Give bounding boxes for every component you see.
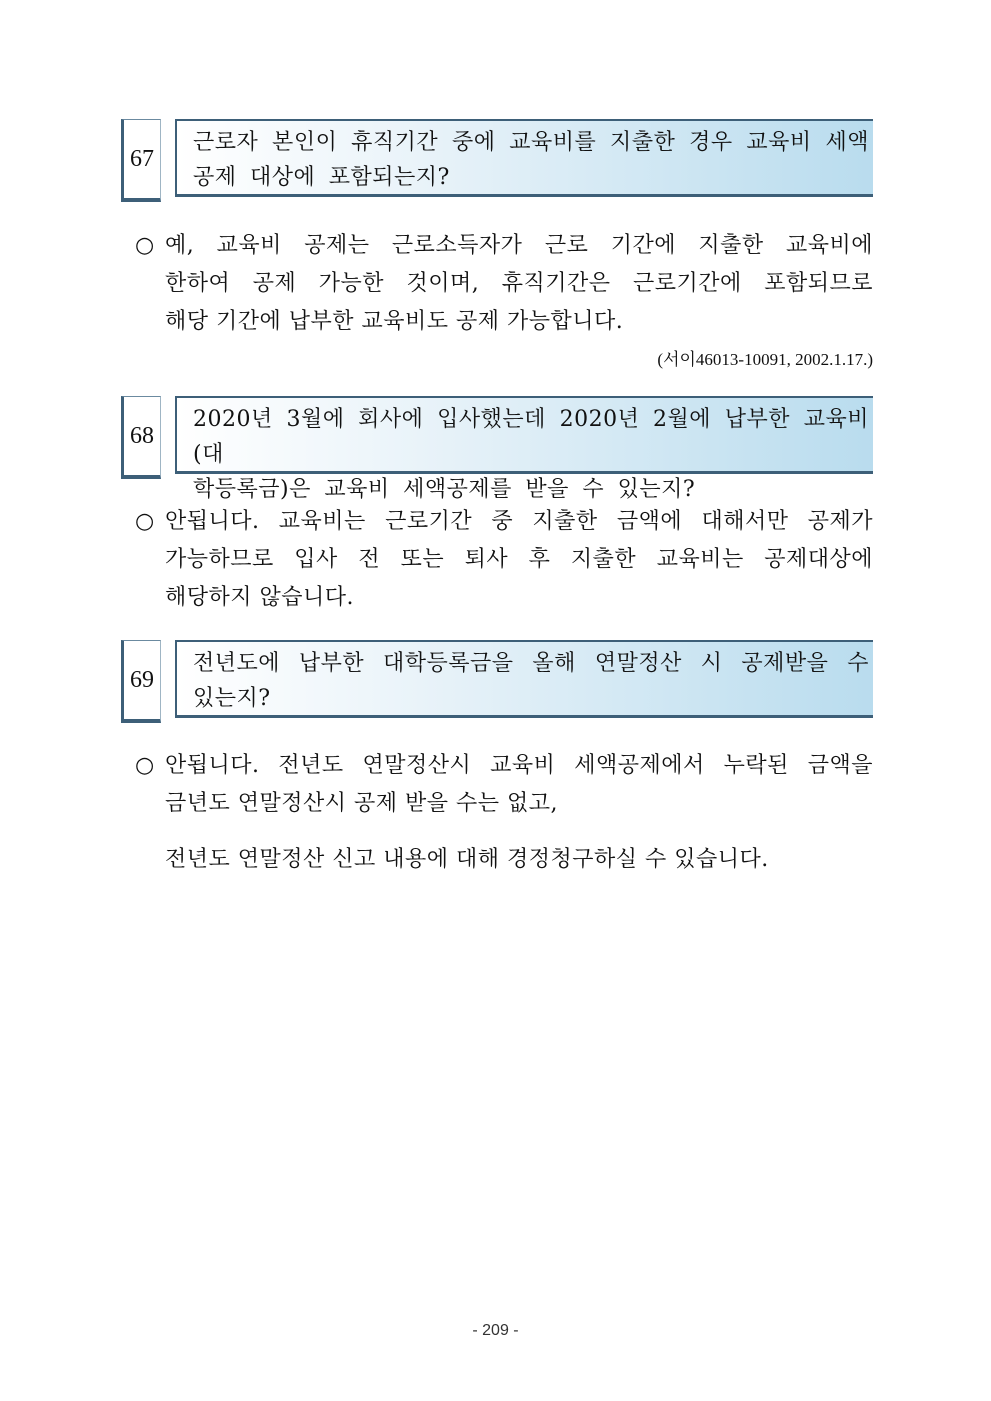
question-line: 공제 대상에 포함되는지?: [193, 165, 450, 190]
question-text: [193, 646, 869, 716]
question-line: 있는지?: [193, 686, 271, 711]
question-block-67: [121, 119, 873, 201]
question-line: 전년도에 납부한 대학등록금을 올해 연말정산 시 공제받을 수: [193, 651, 869, 676]
answer-line: 해당 기간에 납부한 교육비도 공제 가능합니다.: [165, 309, 624, 334]
answer-line: 해당하지 않습니다.: [165, 585, 355, 610]
question-line: 근로자 본인이 휴직기간 중에 교육비를 지출한 경우 교육비 세액: [193, 130, 869, 155]
answer-67: [135, 227, 873, 341]
citation: (서이46013-10091, 2002.1.17.): [657, 350, 873, 369]
bullet-circle: ○: [135, 753, 155, 778]
page-number: - 209 -: [472, 1322, 519, 1339]
answer-68: [135, 503, 873, 617]
answer-69: [135, 747, 873, 879]
question-box: [175, 396, 873, 502]
question-block-68: [121, 396, 873, 502]
bullet-circle: ○: [135, 233, 155, 258]
answer-line: 예, 교육비 공제는 근로소득자가 근로 기간에 지출한 교육비에: [165, 233, 873, 258]
answer-line: 한하여 공제 가능한 것이며, 휴직기간은 근로기간에 포함되므로: [165, 271, 873, 296]
question-number: 69: [121, 640, 161, 723]
question-number: 67: [121, 119, 161, 202]
answer-line: 가능하므로 입사 전 또는 퇴사 후 지출한 교육비는 공제대상에: [165, 547, 873, 572]
question-text: [193, 125, 869, 195]
question-number: 68: [121, 396, 161, 479]
question-line: 학등록금)은 교육비 세액공제를 받을 수 있는지?: [193, 477, 696, 502]
question-box: [175, 119, 873, 197]
answer-line: 금년도 연말정산시 공제 받을 수는 없고,: [165, 791, 558, 816]
answer-line: 안됩니다. 교육비는 근로기간 중 지출한 금액에 대해서만 공제가: [165, 509, 873, 534]
question-text: [193, 402, 869, 507]
answer-line: 전년도 연말정산 신고 내용에 대해 경정청구하실 수 있습니다.: [165, 847, 769, 872]
question-block-69: [121, 640, 873, 722]
question-line: 2020년 3월에 회사에 입사했는데 2020년 2월에 납부한 교육비(대: [193, 407, 869, 467]
bullet-circle: ○: [135, 509, 155, 534]
answer-line: 안됩니다. 전년도 연말정산시 교육비 세액공제에서 누락된 금액을: [165, 753, 873, 778]
question-box: [175, 640, 873, 718]
